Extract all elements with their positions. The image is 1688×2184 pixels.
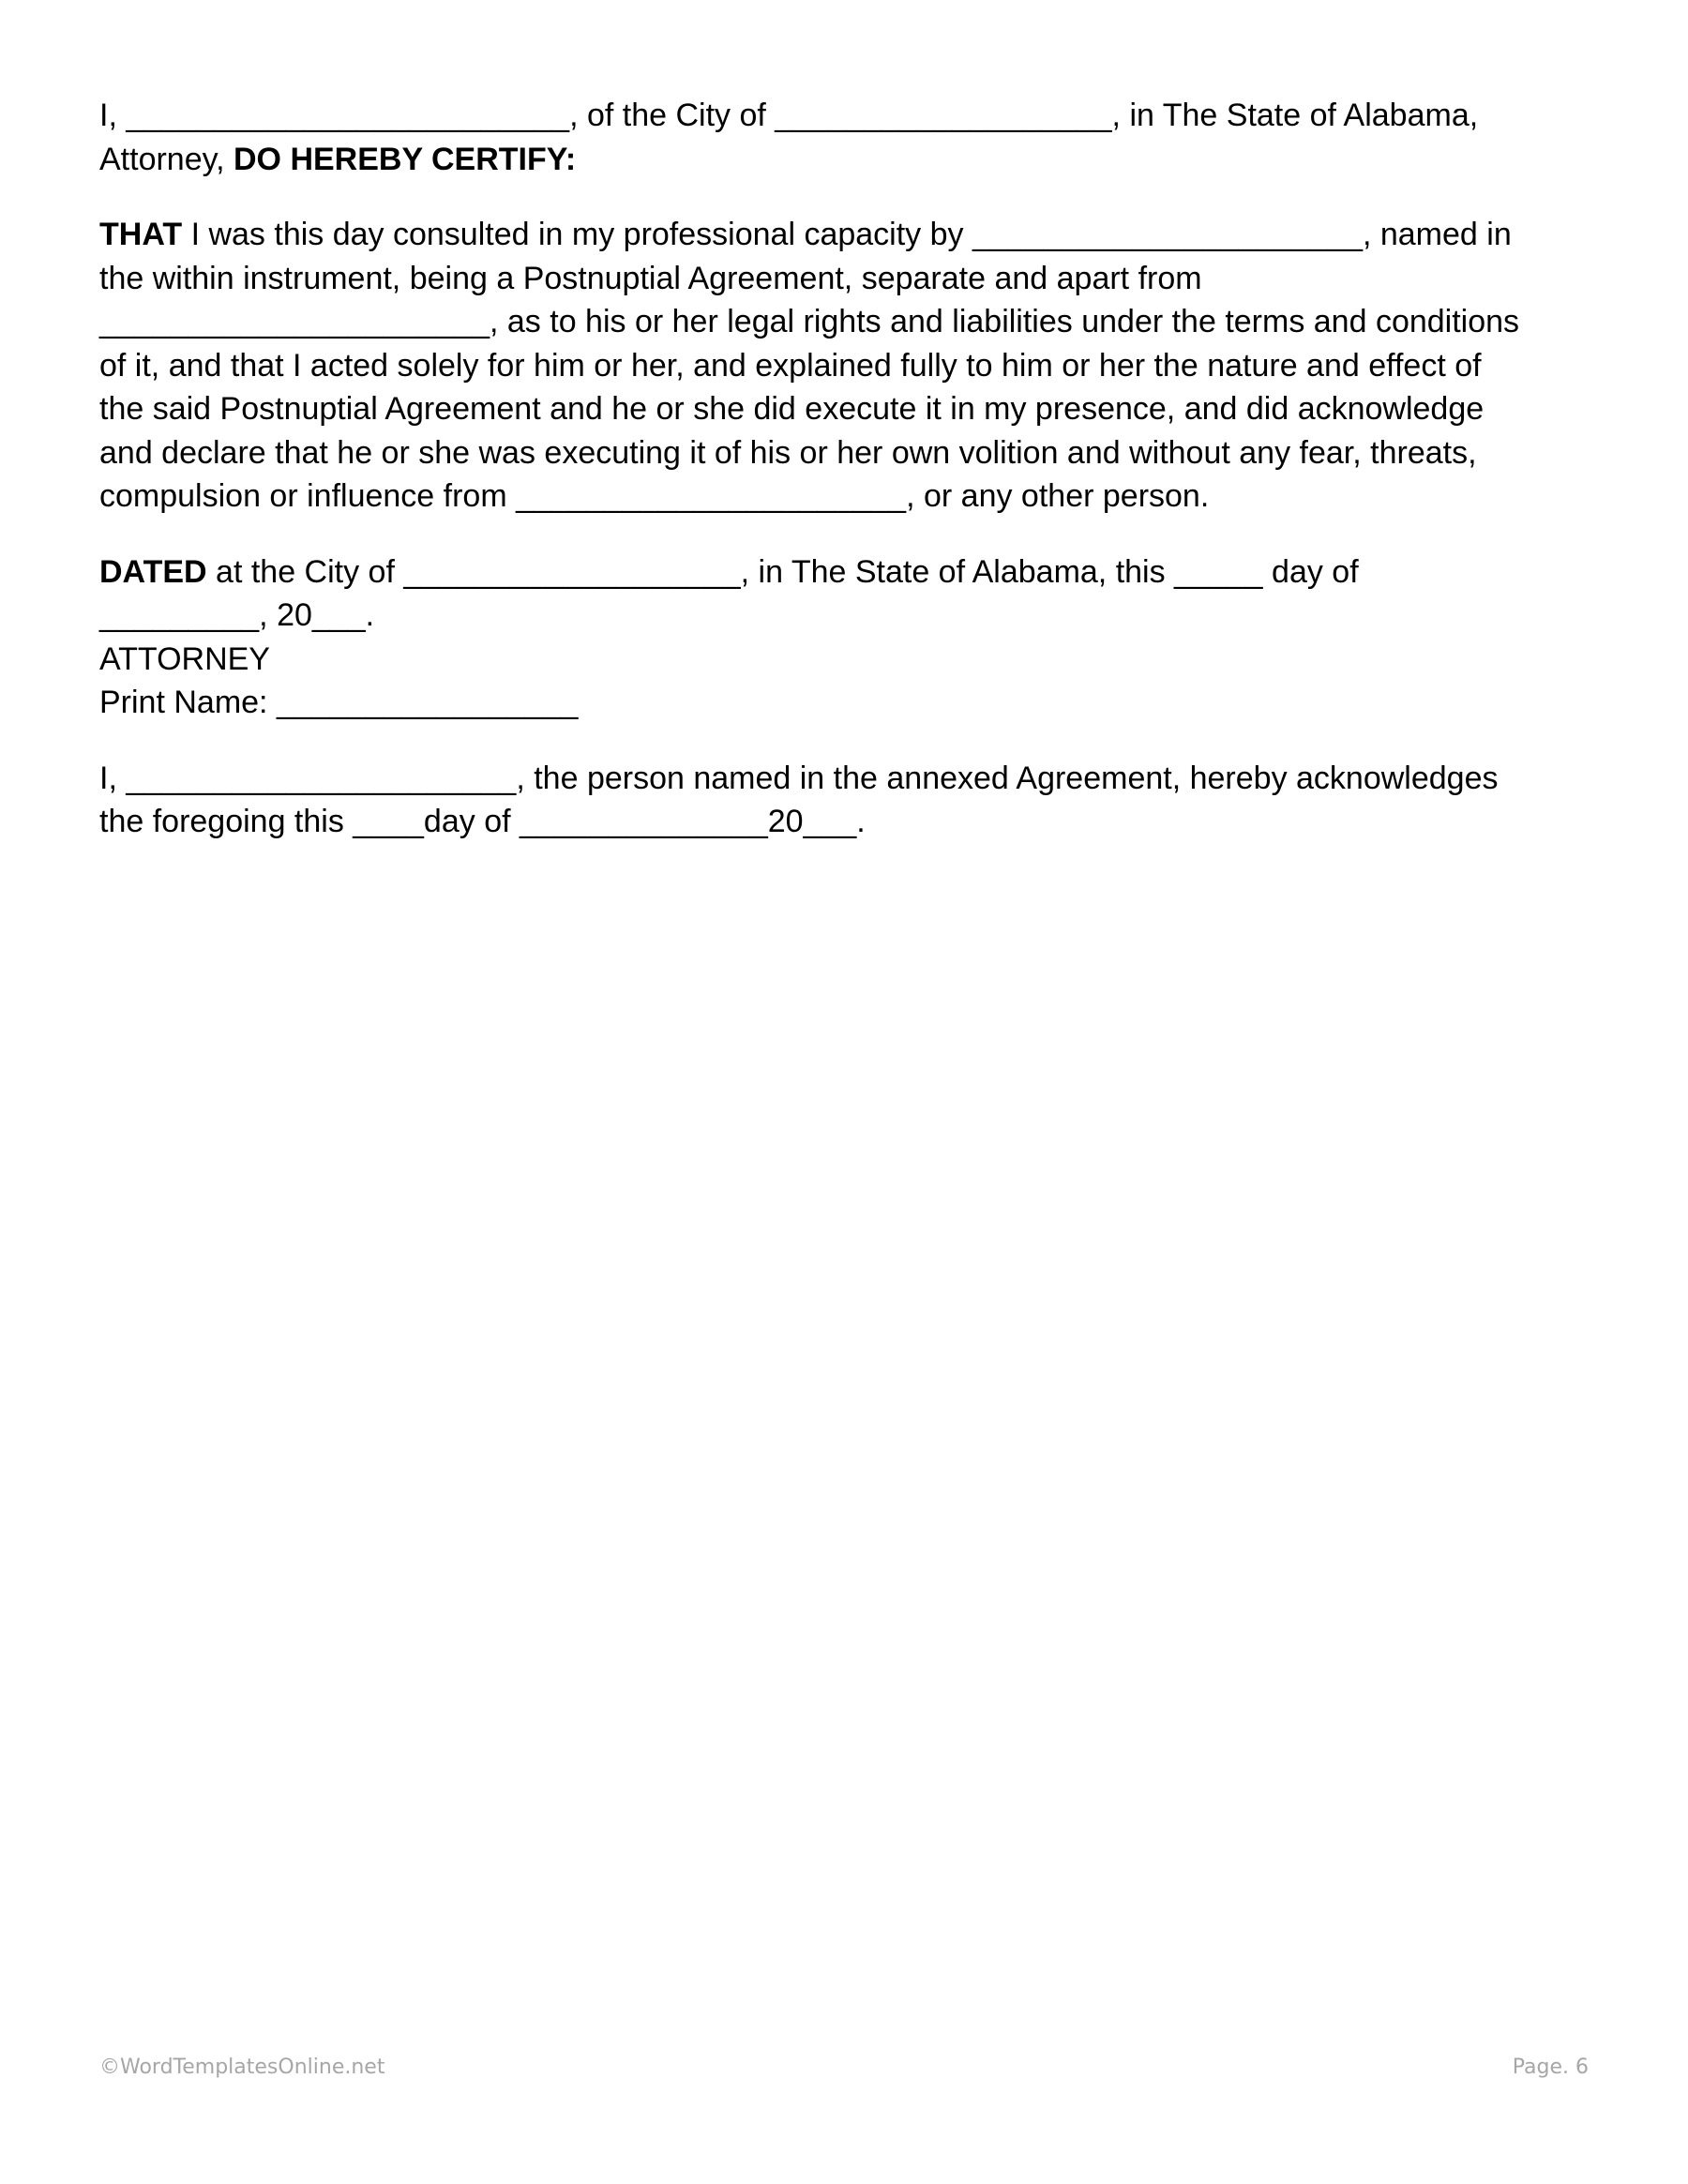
text-line xyxy=(99,213,1600,257)
text-line: ______________________, as to his or her legal rights and liabilities under the terms and conditions xyxy=(99,304,1520,339)
text-line xyxy=(99,138,1600,182)
text-run: at the City of ___________________, in The State of Alabama, this _____ day of xyxy=(206,553,1359,590)
consultation-paragraph xyxy=(99,213,1600,519)
text-line: the foregoing this ____day of ______________20___. xyxy=(99,804,866,839)
attorney-label: ATTORNEY xyxy=(99,640,270,677)
text-line: the within instrument, being a Postnuptial Agreement, separate and apart from xyxy=(99,260,1202,296)
that-heading: THAT xyxy=(99,217,183,252)
text-run: I was this day consulted in my professional capacity by ______________________, named in xyxy=(182,217,1512,252)
text-line: and declare that he or she was executing it of his or her own volition and without any fear, threats, xyxy=(99,434,1477,471)
text-line: of it, and that I acted solely for him or her, and explained fully to him or her the nature and effect of xyxy=(99,347,1482,384)
text-line xyxy=(99,550,1600,595)
text-line: compulsion or influence from ______________________, or any other person. xyxy=(99,478,1210,514)
certify-heading: DO HEREBY CERTIFY: xyxy=(234,141,577,177)
footer-copyright: ©WordTemplatesOnline.net xyxy=(99,2056,385,2079)
document-body xyxy=(99,94,1600,876)
text-run: Attorney, xyxy=(99,141,234,177)
acknowledgement-paragraph xyxy=(99,757,1600,844)
dated-paragraph xyxy=(99,550,1600,725)
text-line: _________, 20___. xyxy=(99,597,375,633)
text-line: I, ______________________, the person named in the annexed Agreement, hereby acknowledges xyxy=(99,760,1499,796)
dated-heading: DATED xyxy=(99,553,207,590)
footer-page-number: Page. 6 xyxy=(1512,2056,1589,2079)
text-line: the said Postnuptial Agreement and he or she did execute it in my presence, and did acknowledge xyxy=(99,391,1485,427)
text-line: I, _________________________, of the City of ___________________, in The State of Alabama, xyxy=(99,98,1479,133)
print-name-line: Print Name: _________________ xyxy=(99,685,579,720)
attorney-certification-paragraph xyxy=(99,94,1600,181)
